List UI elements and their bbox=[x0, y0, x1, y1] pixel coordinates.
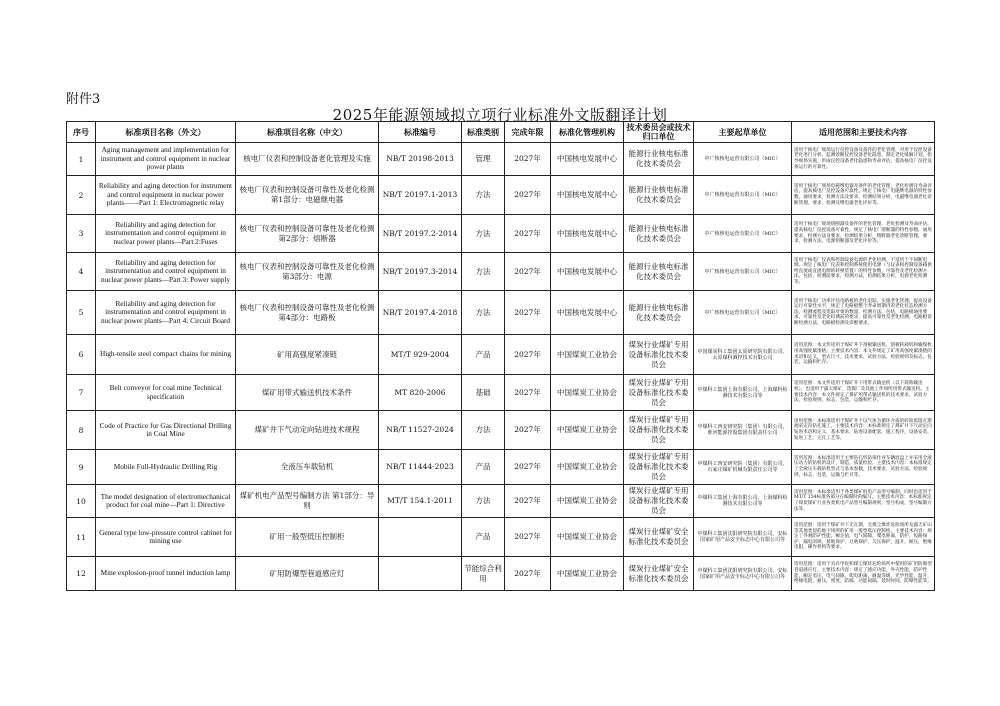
row-number: 3 bbox=[67, 215, 96, 253]
org-cell: 中国煤炭工业协会 bbox=[551, 485, 624, 518]
category-cell: 产品 bbox=[462, 335, 505, 375]
row-number: 6 bbox=[67, 335, 96, 375]
code-cell: NB/T 11444-2023 bbox=[379, 450, 462, 485]
org-cell: 中国核电发展中心 bbox=[551, 143, 624, 176]
standards-table bbox=[66, 121, 935, 591]
category-cell: 管理 bbox=[462, 143, 505, 176]
code-cell: NB/T 20197.4-2018 bbox=[379, 291, 462, 335]
name-zh-cell: 煤矿用带式输送机技术条件 bbox=[236, 375, 379, 411]
table-row bbox=[67, 143, 935, 176]
column-header: 技术委员会或技术归口单位 bbox=[624, 122, 694, 143]
code-cell bbox=[379, 518, 462, 557]
committee-cell: 煤炭行业煤矿安全标准化技术委员会 bbox=[624, 518, 694, 557]
year-cell: 2027年 bbox=[505, 485, 551, 518]
scope-cell: 适用范围：本文件适用于煤矿井下用带式输送机（以下简称输送机），也适用于露天煤矿，选煤厂及其他工作场所用带式输送机。主要技术内容：本文件规定了煤矿用带式输送机的技术要求，试验方法，检验规则，标志，包装，运输和贮存。 bbox=[792, 375, 935, 411]
code-cell bbox=[379, 557, 462, 591]
committee-cell: 能源行业核电标准化技术委员会 bbox=[624, 291, 694, 335]
scope-cell: 适用于核电厂规场运行仪控设备及备件的老化管理，对用于仪控设备老化进行分析、监测诊断仪控设备老化隐患，制定老化缓解计划，指导规场实施，形成仪控设备老化隐患和寿命评估，提高核电厂仪控设备运行的可靠性。 bbox=[792, 143, 935, 176]
drafter-cell: 中广核核电运营有限公司（MIC） bbox=[694, 143, 792, 176]
row-number: 5 bbox=[67, 291, 96, 335]
drafter-cell: 中国煤炭科工集团太原研究院有限公司、太原煤科测控技术有限公司 bbox=[694, 335, 792, 375]
column-header: 完成年限 bbox=[505, 122, 551, 143]
table-header-row bbox=[67, 122, 935, 143]
drafter-cell: 中广核核电运营有限公司（MIC） bbox=[694, 291, 792, 335]
code-cell: NB/T 20197.1-2013 bbox=[379, 176, 462, 215]
column-header: 序号 bbox=[67, 122, 96, 143]
name-zh-cell: 核电厂仪表和控制设备可靠性及老化检测第3部分：电源 bbox=[236, 253, 379, 291]
year-cell: 2027年 bbox=[505, 291, 551, 335]
row-number: 1 bbox=[67, 143, 96, 176]
category-cell: 方法 bbox=[462, 485, 505, 518]
year-cell: 2027年 bbox=[505, 253, 551, 291]
year-cell: 2027年 bbox=[505, 176, 551, 215]
org-cell: 中国核电发展中心 bbox=[551, 176, 624, 215]
category-cell: 基础 bbox=[462, 375, 505, 411]
org-cell: 中国核电发展中心 bbox=[551, 253, 624, 291]
scope-cell: 适用范围：本标准适用于各类煤矿机电产品型号编制，同时也适用于MT/T 154标准各部分在编制时的编写。主要技术内容：本标准规定了煤炭煤矿行业各类机电产品型号编制规则，型号构成，型号编制方法等。 bbox=[792, 485, 935, 518]
category-cell: 方法 bbox=[462, 291, 505, 335]
drafter-cell: 中煤科工集团上海有限公司、上海煤科检测技术有限公司等 bbox=[694, 375, 792, 411]
committee-cell: 煤炭行业煤矿专用设备标准化技术委员会 bbox=[624, 485, 694, 518]
committee-cell: 能源行业核电标准化技术委员会 bbox=[624, 253, 694, 291]
code-cell: NB/T 11527-2024 bbox=[379, 411, 462, 450]
org-cell: 中国煤炭工业协会 bbox=[551, 375, 624, 411]
committee-cell: 能源行业核电标准化技术委员会 bbox=[624, 176, 694, 215]
committee-cell: 能源行业核电标准化技术委员会 bbox=[624, 215, 694, 253]
category-cell: 方法 bbox=[462, 215, 505, 253]
code-cell: NB/T 20198-2013 bbox=[379, 143, 462, 176]
scope-cell: 适用范围：适用于煤矿井下无瓦斯，无煤尘爆炸危险场所及露天矿山等其他类似的地下场所的矿用一般型低压控制柜。主要技术内容：规定了外观防护性能，额定值，电气间隙，爬电距离，防护，短路保护，漏电闭锁，接地保护，过载保护，欠压保护，温升，耐压，绝缘电阻，操作机构等要求。 bbox=[792, 518, 935, 557]
name-en-cell: Reliability and aging detection for instrumentation and control equipment in nuclear power plants—Part 2:Fuses bbox=[96, 215, 236, 253]
column-header: 标准项目名称（外文） bbox=[96, 122, 236, 143]
row-number: 7 bbox=[67, 375, 96, 411]
year-cell: 2027年 bbox=[505, 375, 551, 411]
name-en-cell: Code of Practice for Gas Directional Drilling in Coal Mine bbox=[96, 411, 236, 450]
category-cell: 方法 bbox=[462, 411, 505, 450]
code-cell: MT 820-2006 bbox=[379, 375, 462, 411]
code-cell: MT/T 154.1-2011 bbox=[379, 485, 462, 518]
name-zh-cell: 矿用高强度紧凑链 bbox=[236, 335, 379, 375]
table-row bbox=[67, 450, 935, 485]
name-zh-cell: 煤矿井下气动定向钻进技术规程 bbox=[236, 411, 379, 450]
row-number: 2 bbox=[67, 176, 96, 215]
column-header: 标准项目名称（中文） bbox=[236, 122, 379, 143]
name-en-cell: Reliability and aging detection for instrument and control equipment in nuclear power plants——Part 1: Electromagnetic relay bbox=[96, 176, 236, 215]
name-zh-cell: 核电厂仪表和控制设备可靠性及老化检测第1部分：电磁继电器 bbox=[236, 176, 379, 215]
code-cell: NB/T 20197.3-2014 bbox=[379, 253, 462, 291]
scope-cell: 适用范围：本标准适用于煤矿井下以气体为循环介质的碎软低阻瓦斯抽采定向钻孔施工。主要技术内容：本标准规定了煤矿井下气动定向钻进术语和定义，基本要求，钻进设备配套，施工程序，设备安装，钻进工艺，完孔工艺等。 bbox=[792, 411, 935, 450]
name-zh-cell: 核电厂仪表和控制设备可靠性及老化检测第2部分：熔断器 bbox=[236, 215, 379, 253]
committee-cell: 煤炭行业煤矿专用设备标准化技术委员会 bbox=[624, 411, 694, 450]
name-zh-cell: 矿用一般型低压控制柜 bbox=[236, 518, 379, 557]
table-row bbox=[67, 291, 935, 335]
committee-cell: 煤炭行业煤矿专用设备标准化技术委员会 bbox=[624, 450, 694, 485]
scope-cell: 适用范围：适用于具有甲烷和煤尘爆炸危险场所中使用的矿用防爆型巷道感应灯。主要技术内容：规定了感应功能，外壳性能，防护性能，额定电压，电气间隙，爬电距离，耐温等级，光学性能，温升，绝缘电阻，耐压，照度，防腐，功能间隔，延时时间，防爆性能等。 bbox=[792, 557, 935, 591]
table-row bbox=[67, 485, 935, 518]
drafter-cell: 中广核核电运营有限公司（MIC） bbox=[694, 176, 792, 215]
row-number: 11 bbox=[67, 518, 96, 557]
table-row bbox=[67, 215, 935, 253]
year-cell: 2027年 bbox=[505, 215, 551, 253]
row-number: 4 bbox=[67, 253, 96, 291]
code-cell: NB/T 20197.2-2014 bbox=[379, 215, 462, 253]
org-cell: 中国煤炭工业协会 bbox=[551, 450, 624, 485]
committee-cell: 煤炭行业煤矿专用设备标准化技术委员会 bbox=[624, 375, 694, 411]
row-number: 10 bbox=[67, 485, 96, 518]
table-row bbox=[67, 411, 935, 450]
table-row bbox=[67, 557, 935, 591]
table-row bbox=[67, 335, 935, 375]
org-cell: 中国核电发展中心 bbox=[551, 215, 624, 253]
org-cell: 中国核电发展中心 bbox=[551, 291, 624, 335]
drafter-cell: 中广核核电运营有限公司（MIC） bbox=[694, 215, 792, 253]
scope-cell: 适用于核电厂规场电磁继电器及备件的老化管理，老化检测及寿命评估，提高核电厂仪控设备可靠性。规定了核电厂电磁继电器的特性参数，通用要求，检测方法及要求，检测结果分析，电磁继电器老化诊断管理，要求，检测及继电器老化评价等。 bbox=[792, 176, 935, 215]
org-cell: 中国煤炭工业协会 bbox=[551, 518, 624, 557]
row-number: 8 bbox=[67, 411, 96, 450]
scope-cell: 适用于核电厂仪表和控制设备电源的老化检测，不适用于不间断电源。规定了核电厂仪表和控制系统使用电源（与仪表和控制设备箱供给直流或直流电源的转换装置）的特性参数，可靠性及老化检测方法，包括，检测前要求，检测方法，检测结果分析，电源老化检测等。 bbox=[792, 253, 935, 291]
scope-cell: 适用范围：本标准适用于主要钻孔机钻探作业车辆底盘上并采用全液压动力的钻机的设计，制造，质量检验。主要技术内容：本标准规定了全液压车载钻机型式与基本参数，技术要求，试验方法，检验规则，标志，包装，运输与贮存等。 bbox=[792, 450, 935, 485]
year-cell: 2027年 bbox=[505, 411, 551, 450]
year-cell: 2027年 bbox=[505, 335, 551, 375]
name-zh-cell: 核电厂仪表和控制设备老化管理及实施 bbox=[236, 143, 379, 176]
column-header: 标准类别 bbox=[462, 122, 505, 143]
name-zh-cell: 全液压车载钻机 bbox=[236, 450, 379, 485]
name-en-cell: Reliability and aging detection for instrumentation and control equipment in nuclear power plants—Part 3: Power supply bbox=[96, 253, 236, 291]
org-cell: 中国煤炭工业协会 bbox=[551, 335, 624, 375]
row-number: 12 bbox=[67, 557, 96, 591]
column-header: 标准化管理机构 bbox=[551, 122, 624, 143]
scope-cell: 适用于核电厂功率评估电路板的老化追踪，实施老化管理，提高设备运行可靠性水平，规定了电路板整个寿命周期内的老化状态检测方法，检测流程及选取对象的数量，检测方法，包括，电路板通用要求，可靠性及老化检测前的要求，提高可靠性及老化检测，电路板诊断检测方法，电路板检测及诊断要求。 bbox=[792, 291, 935, 335]
category-cell: 产品 bbox=[462, 450, 505, 485]
name-zh-cell: 煤矿机电产品型号编制方法 第1部分：导则 bbox=[236, 485, 379, 518]
year-cell: 2027年 bbox=[505, 450, 551, 485]
table-row bbox=[67, 518, 935, 557]
drafter-cell: 中煤科工西安研究院（集团）有限公司，石家庄煤矿机械有限责任公司等 bbox=[694, 450, 792, 485]
code-cell: MT/T 929-2004 bbox=[379, 335, 462, 375]
category-cell: 节能综合利用 bbox=[462, 557, 505, 591]
drafter-cell: 中煤科工集团沈阳研究院有限公司，安标国家矿用产品安全标志中心有限公司等 bbox=[694, 518, 792, 557]
column-header: 适用范围和主要技术内容 bbox=[792, 122, 935, 143]
name-en-cell: General type low-pressure control cabinet for mining use bbox=[96, 518, 236, 557]
row-number: 9 bbox=[67, 450, 96, 485]
org-cell: 中国煤炭工业协会 bbox=[551, 557, 624, 591]
name-en-cell: Belt conveyor for coal mine Technical specification bbox=[96, 375, 236, 411]
category-cell: 产品 bbox=[462, 518, 505, 557]
name-en-cell: Reliability and aging detection for instrumentation and control equipment in nuclear power plants—Part 4: Circuit Board bbox=[96, 291, 236, 335]
drafter-cell: 中煤科工集团上海有限公司、上海煤科检测技术有限公司等 bbox=[694, 485, 792, 518]
column-header: 主要起草单位 bbox=[694, 122, 792, 143]
name-en-cell: Mine explosion-proof tunnel induction lamp bbox=[96, 557, 236, 591]
year-cell: 2027年 bbox=[505, 143, 551, 176]
annex-label: 附件3 bbox=[66, 92, 101, 107]
category-cell: 方法 bbox=[462, 253, 505, 291]
committee-cell: 煤炭行业煤矿安全标准化技术委员会 bbox=[624, 557, 694, 591]
category-cell: 方法 bbox=[462, 176, 505, 215]
committee-cell: 能源行业核电标准化技术委员会 bbox=[624, 143, 694, 176]
name-zh-cell: 矿用防爆型巷道感应灯 bbox=[236, 557, 379, 591]
document-title: 2025年能源领域拟立项行业标准外文版翻译计划 bbox=[332, 106, 668, 124]
name-en-cell: High-tensile steel compact chains for mining bbox=[96, 335, 236, 375]
table-row bbox=[67, 375, 935, 411]
table-row bbox=[67, 176, 935, 215]
table-row bbox=[67, 253, 935, 291]
column-header: 标准编号 bbox=[379, 122, 462, 143]
year-cell: 2027年 bbox=[505, 557, 551, 591]
name-en-cell: The model designation of electromechanical product for coal mine—Part 1: Directive bbox=[96, 485, 236, 518]
scope-cell: 适用范围：本文件适用于煤矿井下刮板输送机、刮板转载机和输煤机用高强度紧凑链。主要技术内容：本文件规定了矿用高强度紧凑链的术语和定义，型式尺寸，技术要求，试验方法，检验规则及标志，包装，运输和贮存。 bbox=[792, 335, 935, 375]
name-en-cell: Aging management and implementation for instrument and control equipment in nuclear power plants bbox=[96, 143, 236, 176]
name-en-cell: Mobile Full-Hydraulic Drilling Rig bbox=[96, 450, 236, 485]
year-cell: 2027年 bbox=[505, 518, 551, 557]
drafter-cell: 中煤科工集团沈阳研究院有限公司，安标国家矿用产品安全标志中心有限公司等 bbox=[694, 557, 792, 591]
scope-cell: 适用于核电厂规场熔断器及备件的老化管理，老化检测及寿命评估，提高核电厂仪控设备可靠性，规定了核电厂熔断器的特性参数，通用要求，检测方法及要求，检测结果分析，熔断器老化诊断管理，要求，检测方法，电源熔断器及老化评价等。 bbox=[792, 215, 935, 253]
name-zh-cell: 核电厂仪表和控制设备可靠性及老化检测第4部分：电路板 bbox=[236, 291, 379, 335]
org-cell: 中国煤炭工业协会 bbox=[551, 411, 624, 450]
drafter-cell: 中煤科工西安研究院（集团）有限公司，淮河能源控股集团有限责任公司 bbox=[694, 411, 792, 450]
committee-cell: 煤炭行业煤矿专用设备标准化技术委员会 bbox=[624, 335, 694, 375]
drafter-cell: 中广核核电运营有限公司（MIC） bbox=[694, 253, 792, 291]
